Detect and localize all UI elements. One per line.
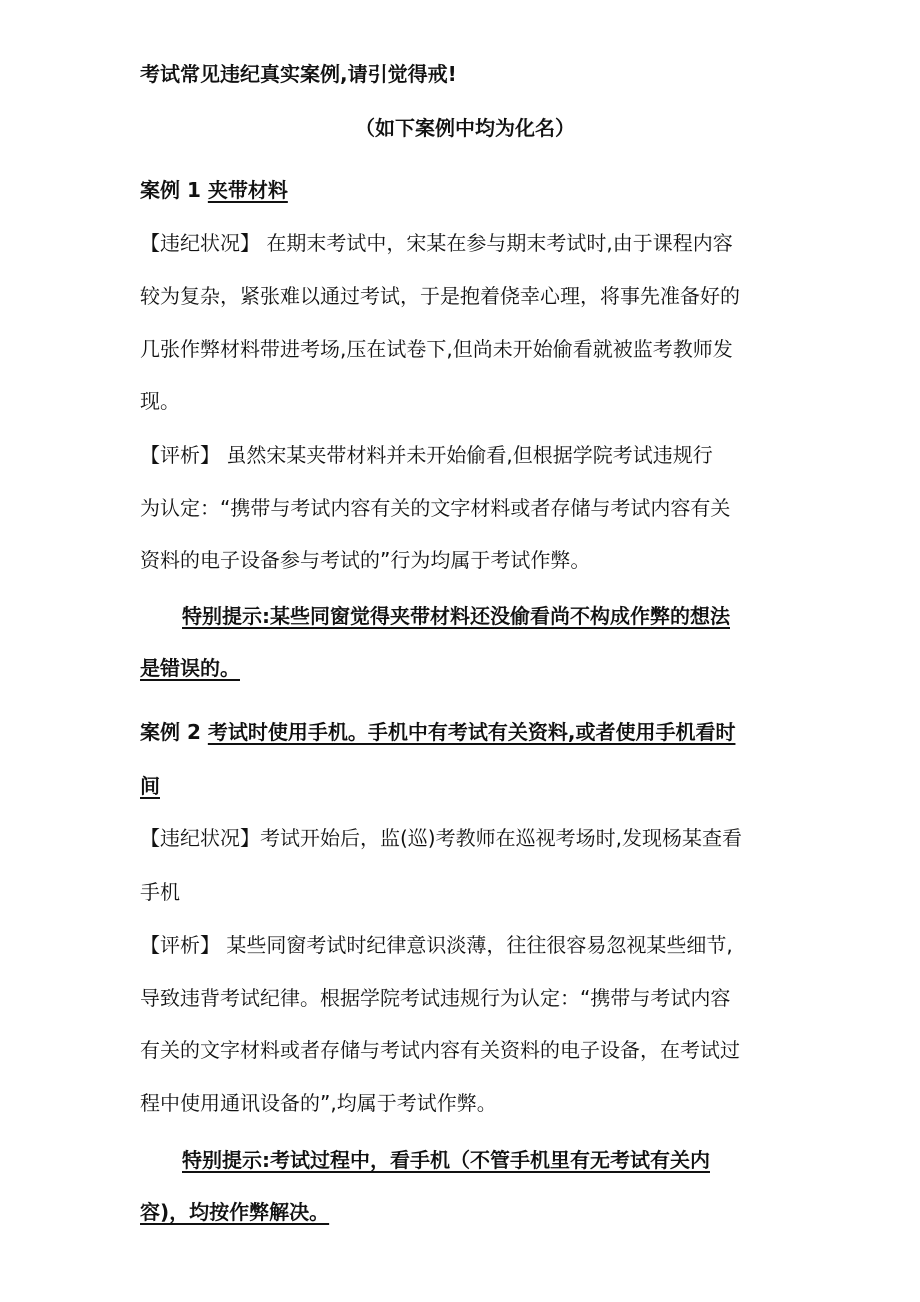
case2-analysis-line: 【评析】 某些同窗考试时纪律意识淡薄，往往很容易忽视某些细节, (140, 933, 733, 957)
case2-analysis-line: 程中使用通讯设备的”,均属于考试作弊。 (140, 1091, 497, 1115)
document-subtitle: （如下案例中均为化名） (355, 116, 575, 140)
case2-analysis-line: 导致违背考试纪律。根据学院考试违规行为认定：“携带与考试内容 (140, 986, 731, 1010)
case1-situation-line: 几张作弊材料带进考场,压在试卷下,但尚未开始偷看就被监考教师发 (140, 337, 733, 361)
case2-analysis-line: 有关的文字材料或者存储与考试内容有关资料的电子设备，在考试过 (140, 1038, 740, 1062)
case2-tip-line: 容)，均按作弊解决。 (140, 1200, 330, 1224)
case1-tip-line: 特别提示:某些同窗觉得夹带材料还没偷看尚不构成作弊的想法 (182, 604, 730, 628)
case1-analysis-line: 【评析】 虽然宋某夹带材料并未开始偷看,但根据学院考试违规行 (140, 443, 713, 467)
case2-title: 考试时使用手机。手机中有考试有关资料,或者使用手机看时 (207, 720, 736, 744)
case1-situation-line: 【违纪状况】 在期末考试中，宋某在参与期末考试时,由于课程内容 (140, 231, 733, 255)
case1-situation-line: 较为复杂，紧张难以通过考试，于是抱着侥幸心理，将事先准备好的 (140, 284, 740, 308)
case2-title-cont: 间 (140, 774, 160, 798)
case2-situation-line: 【违纪状况】考试开始后，监(巡)考教师在巡视考场时,发现杨某查看 (140, 826, 742, 850)
case2-heading (140, 719, 735, 745)
case1-situation-line: 现。 (140, 389, 180, 413)
case2-tip-line: 特别提示:考试过程中，看手机（不管手机里有无考试有关内 (182, 1148, 710, 1172)
case1-tip-line: 是错误的。 (140, 656, 240, 680)
case2-number: 案例 2 (140, 720, 208, 744)
document-title: 考试常见违纪真实案例,请引觉得戒! (140, 62, 457, 86)
case1-title: 夹带材料 (207, 178, 288, 202)
case1-analysis-line: 为认定：“携带与考试内容有关的文字材料或者存储与考试内容有关 (140, 496, 731, 520)
case1-heading (140, 177, 288, 203)
case1-analysis-line: 资料的电子设备参与考试的”行为均属于考试作弊。 (140, 548, 591, 572)
case2-situation-line: 手机 (140, 880, 180, 904)
case1-number: 案例 1 (140, 178, 208, 202)
